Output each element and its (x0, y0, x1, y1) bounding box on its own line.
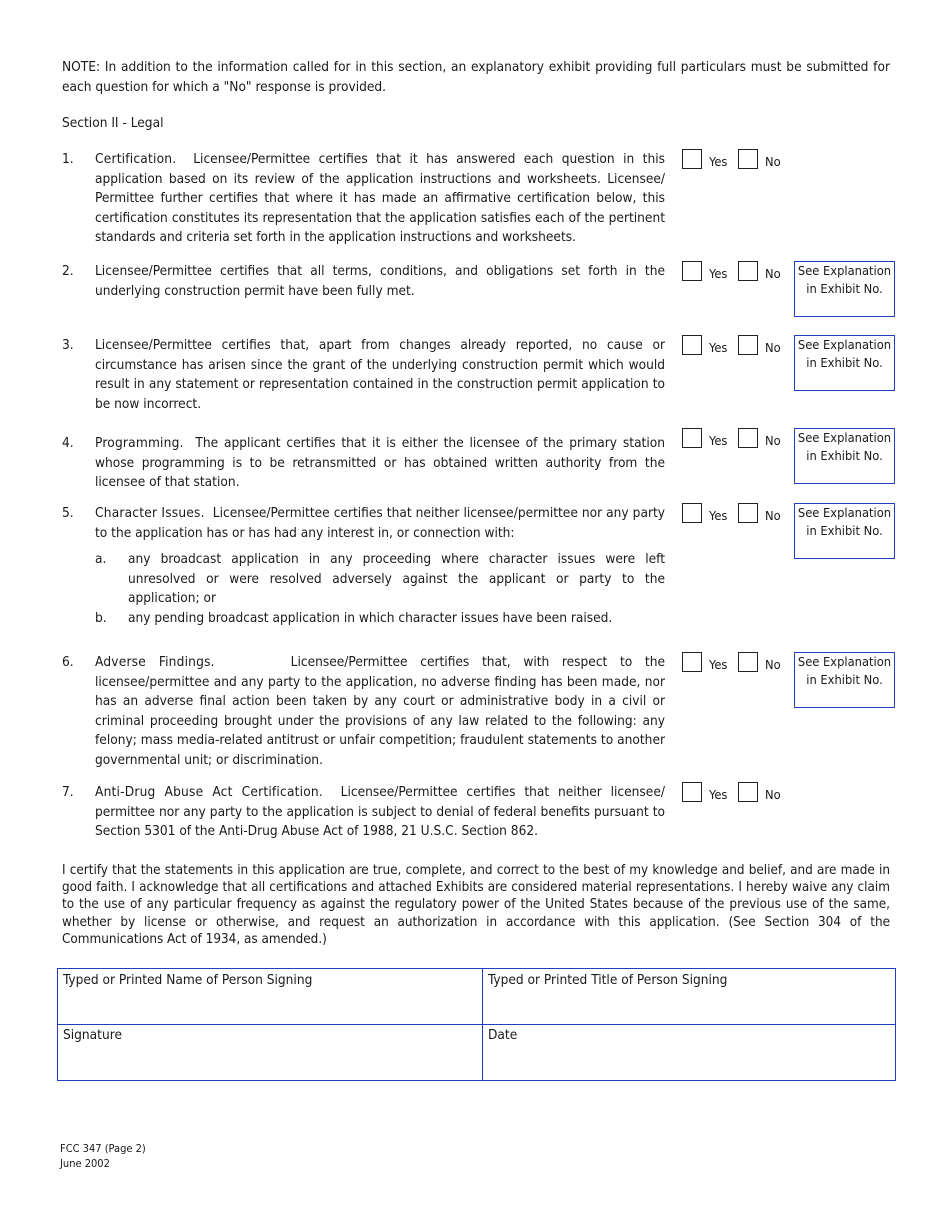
question-number: 2. (62, 263, 74, 279)
question-5-text (95, 504, 665, 543)
no-label: No (765, 267, 781, 282)
exhibit-label: in Exhibit No. (806, 281, 883, 297)
no-label: No (765, 658, 781, 673)
q4-no-checkbox[interactable] (738, 428, 758, 448)
section-title: Section II - Legal (62, 115, 164, 131)
question-body: Licensee/Permittee certifies that it has answered each question in this application based on its review of the application instructions and worksheets. Licensee/ Permittee further certifies that where it has made an affirmative certification below, this certification constitutes its representation that the application satisfies each of the pertinent standards and criteria set forth in the application instructions and worksheets. (95, 151, 665, 245)
question-1-text (95, 150, 665, 248)
no-label: No (765, 341, 781, 356)
instruction-note: NOTE: In addition to the information called for in this section, an explanatory exhibit providing full particulars must be submitted for each question for which a "No" response is provided. (62, 59, 890, 95)
subitem-letter: b. (95, 610, 107, 626)
question-number: 5. (62, 505, 74, 521)
q1-no-checkbox[interactable] (738, 149, 758, 169)
question-6-text (95, 653, 665, 770)
date-field[interactable] (484, 1045, 894, 1079)
exhibit-label: in Exhibit No. (806, 672, 883, 688)
yes-label: Yes (709, 509, 728, 524)
q3-yes-checkbox[interactable] (682, 335, 702, 355)
question-number: 6. (62, 654, 74, 670)
table-divider (57, 1024, 896, 1025)
explanation-label: See Explanation (797, 431, 892, 446)
date-label: Date (488, 1027, 518, 1043)
form-date: June 2002 (60, 1157, 110, 1170)
q6-yes-checkbox[interactable] (682, 652, 702, 672)
question-body: The applicant certifies that it is either the licensee of the primary station whose programming is to be retransmitted or has obtained written authority from the licensee of that station. (95, 435, 665, 490)
question-number: 7. (62, 784, 74, 800)
question-lead: Programming. (95, 435, 184, 451)
no-label: No (765, 434, 781, 449)
q2-yes-checkbox[interactable] (682, 261, 702, 281)
no-label: No (765, 155, 781, 170)
certification-statement: I certify that the statements in this application are true, complete, and correct to the best of my knowledge and belief, and are made in good faith. I acknowledge that all certifications and attached Exhibits are considered material representations. I hereby waive any claim to the use of any particular frequency as against the regulatory power of the United States because of the previous use of the same, whether by license or otherwise, and request an authorization in accordance with this application. (See Section 304 of the Communications Act of 1934, as amended.) (62, 863, 890, 947)
question-body: Licensee/Permittee certifies that neither licensee/ permittee nor any party to the application is subject to denial of federal benefits pursuant to Section 5301 of the Anti-Drug Abuse Act of 1988, 21 U.S.C. Section 862. (95, 784, 665, 839)
explanation-label: See Explanation (797, 506, 892, 521)
signer-title-label: Typed or Printed Title of Person Signing (488, 972, 728, 988)
no-label: No (765, 788, 781, 803)
question-number: 4. (62, 435, 74, 451)
q6-exhibit-box[interactable] (794, 652, 895, 708)
question-number: 3. (62, 337, 74, 353)
q5-exhibit-box[interactable] (794, 503, 895, 559)
q3-exhibit-box[interactable] (794, 335, 895, 391)
question-lead: Character Issues. (95, 505, 205, 521)
subitem-text: any broadcast application in any proceeding where character issues were left unresolved or were resolved adversely against the applicant or party to the application; or (128, 551, 665, 606)
yes-label: Yes (709, 155, 728, 170)
q5-yes-checkbox[interactable] (682, 503, 702, 523)
exhibit-label: in Exhibit No. (806, 523, 883, 539)
q7-yes-checkbox[interactable] (682, 782, 702, 802)
question-2-text: Licensee/Permittee certifies that all terms, conditions, and obligations set forth in the underlying construction permit have been fully met. (95, 263, 665, 299)
yes-label: Yes (709, 267, 728, 282)
signature-field[interactable] (58, 1045, 481, 1079)
question-4-text (95, 434, 665, 493)
question-3-text: Licensee/Permittee certifies that, apart from changes already reported, no cause or circumstance has arisen since the grant of the underlying construction permit which would result in any statement or representation contained in the construction permit application to be now incorrect. (95, 337, 665, 412)
q1-yes-checkbox[interactable] (682, 149, 702, 169)
no-label: No (765, 509, 781, 524)
question-body: Licensee/Permittee certifies that neither licensee/permittee nor any party to the application has or has had any interest in, or connection with: (95, 505, 665, 541)
explanation-label: See Explanation (797, 338, 892, 353)
yes-label: Yes (709, 341, 728, 356)
subitem-text: any pending broadcast application in which character issues have been raised. (128, 610, 613, 626)
explanation-label: See Explanation (797, 655, 892, 670)
signer-name-label: Typed or Printed Name of Person Signing (63, 972, 313, 988)
yes-label: Yes (709, 788, 728, 803)
explanation-label: See Explanation (797, 264, 892, 279)
q4-yes-checkbox[interactable] (682, 428, 702, 448)
question-lead: Anti-Drug Abuse Act Certification. (95, 784, 323, 800)
q3-no-checkbox[interactable] (738, 335, 758, 355)
question-lead: Adverse Findings. (95, 654, 215, 670)
subitem-letter: a. (95, 551, 107, 567)
signature-label: Signature (63, 1027, 122, 1043)
question-number: 1. (62, 151, 74, 167)
q5-no-checkbox[interactable] (738, 503, 758, 523)
yes-label: Yes (709, 658, 728, 673)
exhibit-label: in Exhibit No. (806, 448, 883, 464)
q2-no-checkbox[interactable] (738, 261, 758, 281)
form-id: FCC 347 (Page 2) (60, 1142, 146, 1155)
question-7-text (95, 783, 665, 842)
question-body: Licensee/Permittee certifies that, with respect to the licensee/permittee and any party to the application, no adverse finding has been made, nor has an adverse final action been taken by any court or administrative body in a civil or criminal proceeding brought under the provisions of any law related to the following: any felony; mass media-related antitrust or unfair competition; fraudulent statements to another governmental unit; or discrimination. (95, 654, 665, 768)
q6-no-checkbox[interactable] (738, 652, 758, 672)
yes-label: Yes (709, 434, 728, 449)
question-lead: Certification. (95, 151, 177, 167)
signer-title-field[interactable] (484, 990, 894, 1022)
signer-name-field[interactable] (58, 990, 481, 1022)
q2-exhibit-box[interactable] (794, 261, 895, 317)
q4-exhibit-box[interactable] (794, 428, 895, 484)
q7-no-checkbox[interactable] (738, 782, 758, 802)
exhibit-label: in Exhibit No. (806, 355, 883, 371)
